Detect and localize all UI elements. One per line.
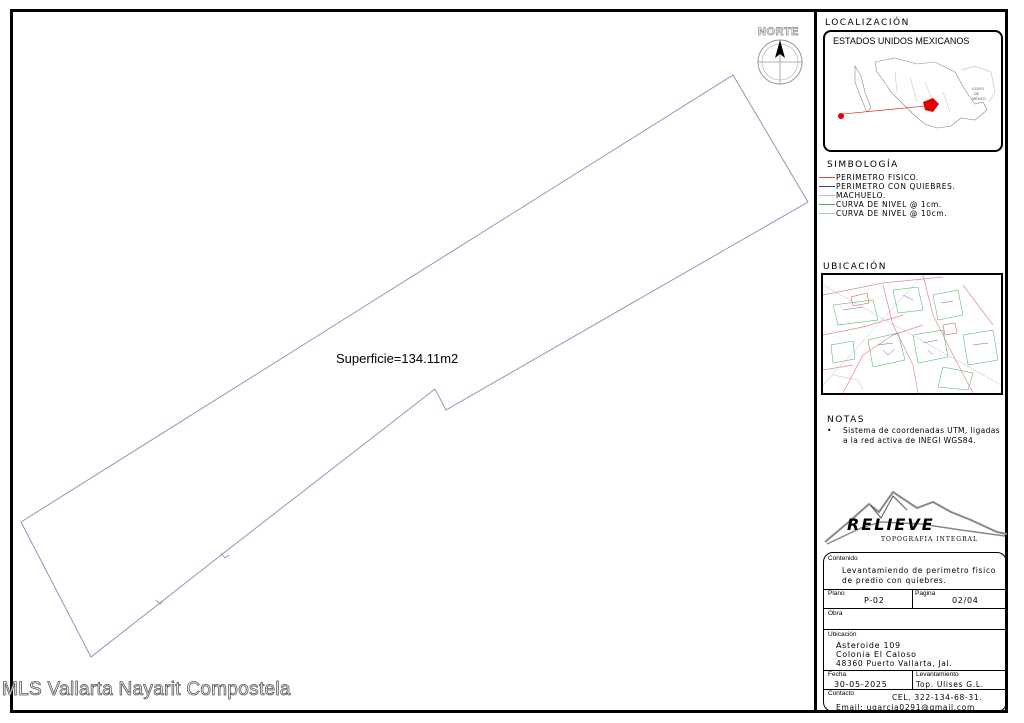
pagina-value: 02/04 [952, 596, 979, 605]
area-label: Superficie=134.11m2 [336, 351, 459, 366]
plano-value: P-02 [864, 596, 885, 605]
svg-text:GOLFO: GOLFO [972, 87, 985, 91]
legend-swatch [819, 177, 835, 178]
drawing-sheet [10, 9, 1008, 713]
site-plan-drawing [13, 12, 813, 712]
ubicacion-line2: Colonia El Caloso [836, 650, 917, 659]
divider [912, 589, 913, 608]
notas-heading: NOTAS [827, 415, 865, 425]
mexico-map-icon [825, 32, 1001, 150]
logo-tagline: TOPOGRAFIA INTEGRAL [881, 536, 978, 543]
info-panel: LOCALIZACIÓN ESTADOS UNIDOS MEXICANOS GOLFO DE MÉXICO SIMBOLOGÍA PERIMETRO FISICO. PERIMETRO CON QUIEBRES. MACHUELO. CURVA DE NIVEL @ 1cm. CURVA DE NIVEL @ 10cm. UBICACIÓN NOTAS • Sistema de coordenadas UTM, ligadas a la red activa de INEGI WGS84. RELIEVE TOPOGRAFIA INTEGRAL Contenido Levantamiendo de perimetro fisico de predio con quiebres. Plano P-02 Pagina 02/04 Obra Ubicación Asteroide 109 Colonia El Caloso 48360 Puerto Vallarta, Jal. Fecha 30-05-2025 Levantamiento Top. Ulises G.L. Contacto CEL. 322-134-68-31. Email: ugarcia0291@gmail.com [817, 12, 1005, 710]
legend-swatch [819, 213, 835, 214]
note-text: Sistema de coordenadas UTM, ligadas a la red activa de INEGI WGS84. [843, 426, 1001, 445]
note-bullet: • [827, 426, 832, 435]
fecha-value: 30-05-2025 [834, 680, 888, 689]
localizacion-heading: LOCALIZACIÓN [825, 18, 910, 28]
perimeter-break [156, 600, 163, 604]
fecha-label: Fecha [828, 671, 847, 678]
divider [824, 629, 1008, 630]
svg-text:MÉXICO: MÉXICO [972, 97, 986, 101]
ubicacion-label: Ubicación [828, 631, 857, 638]
ubicacion-line1: Asteroide 109 [836, 641, 901, 650]
mountain-logo-icon [821, 482, 1007, 548]
legend-swatch [819, 186, 835, 187]
ubicacion-heading: UBICACIÓN [823, 262, 887, 272]
title-block [823, 552, 1007, 712]
svg-text:NORTE: NORTE [758, 26, 799, 38]
obra-label: Obra [828, 610, 843, 617]
property-perimeter [21, 75, 808, 657]
company-logo [821, 482, 1007, 548]
country-label: ESTADOS UNIDOS MEXICANOS [833, 36, 970, 46]
street-map-icon [823, 275, 1001, 393]
watermark-text: MLS Vallarta Nayarit Compostela [2, 679, 291, 700]
contacto-label: Contacto [828, 690, 855, 697]
north-arrow-icon [758, 26, 802, 84]
plano-label: Plano [828, 590, 845, 597]
contacto-cel: CEL. 322-134-68-31. [892, 693, 983, 702]
levantamiento-value: Top. Ulises G.L. [916, 680, 984, 689]
logo-name: RELIEVE [847, 515, 935, 534]
contenido-value: Levantamiendo de perimetro fisico de predio con quiebres. [842, 566, 997, 585]
contenido-label: Contenido [828, 555, 858, 562]
ubicacion-map [821, 273, 1003, 395]
contacto-email: Email: ugarcia0291@gmail.com [836, 703, 975, 712]
ubicacion-line3: 48360 Puerto Vallarta, Jal. [836, 659, 953, 668]
legend-swatch [819, 204, 835, 205]
divider [912, 670, 913, 689]
legend-swatch [819, 195, 835, 196]
levantamiento-label: Levantamiento [916, 671, 959, 678]
svg-text:DE: DE [974, 92, 979, 96]
pagina-label: Pagina [915, 590, 936, 597]
location-map [823, 30, 1003, 152]
divider [824, 608, 1008, 609]
simbologia-heading: SIMBOLOGÍA [827, 160, 899, 170]
